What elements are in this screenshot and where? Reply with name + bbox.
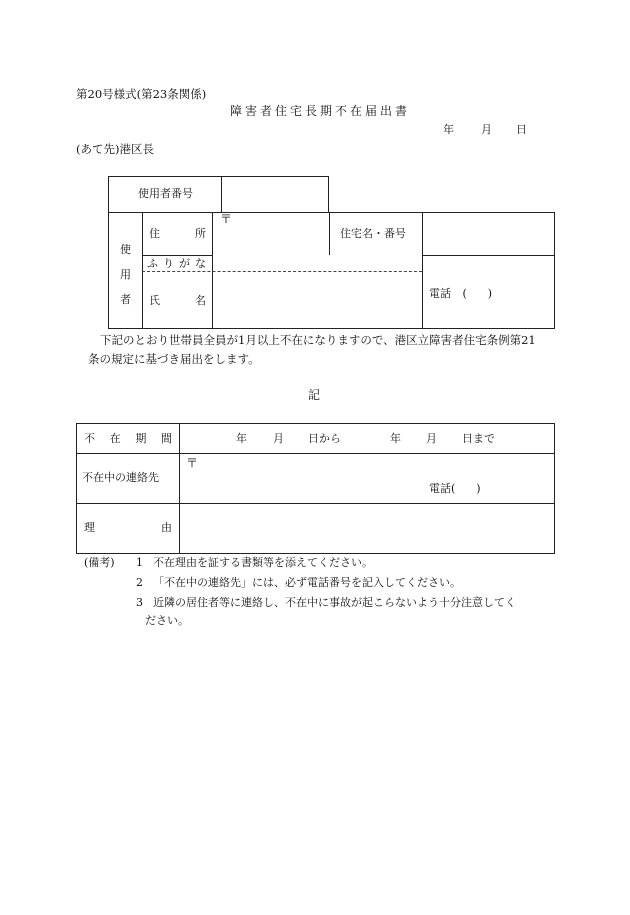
furigana-label: ふ り が な <box>147 257 206 270</box>
housing-label: 住宅名・番号 <box>340 227 406 240</box>
form-number: 第20号様式(第23条関係) <box>76 87 207 101</box>
note-item: 2 「不在中の連絡先」には、必ず電話番号を記入してください。 <box>136 576 461 589</box>
period-field[interactable] <box>181 425 553 452</box>
to-month: 月 <box>426 432 437 445</box>
period-label: 不 在 期 間 <box>84 432 172 445</box>
address-field[interactable] <box>214 214 327 254</box>
addressee: (あて先)港区長 <box>76 142 154 156</box>
page-title: 障害者住宅長期不在届出書 <box>230 104 411 118</box>
date-month: 月 <box>481 123 492 136</box>
name-label: 氏 名 <box>149 294 206 307</box>
from-year: 年 <box>236 432 247 445</box>
postal-mark: 〒 <box>220 212 233 226</box>
to-day: 日まで <box>462 432 495 445</box>
contact-phone: 電話( ) <box>429 482 481 495</box>
from-month: 月 <box>273 432 284 445</box>
notes-prefix: (備考) <box>84 556 115 569</box>
declaration-line-1: 下記のとおり世帯員全員が1月以上不在になりますので、港区立障害者住宅条例第21 <box>100 333 536 347</box>
reason-field[interactable] <box>181 505 553 552</box>
ki-heading: 記 <box>308 388 321 402</box>
address-label: 住 所 <box>149 227 206 240</box>
reason-label: 理 由 <box>84 521 172 534</box>
note-item: 1 不在理由を証する書類等を添えてください。 <box>136 556 373 569</box>
name-field[interactable] <box>214 273 420 327</box>
user-number-field[interactable] <box>223 178 327 211</box>
phone-field[interactable] <box>424 257 553 327</box>
note-item-3-continued: ださい。 <box>145 614 189 627</box>
user-number-label: 使用者番号 <box>138 187 193 200</box>
contact-label: 不在中の連絡先 <box>82 471 159 484</box>
contact-postal-mark: 〒 <box>186 456 199 470</box>
date-day: 日 <box>516 123 527 136</box>
phone-label: 電話 ( ) <box>429 287 493 300</box>
furigana-field[interactable] <box>214 257 420 270</box>
declaration-line-2: 条の規定に基づき届出をします。 <box>88 352 260 366</box>
date-year: 年 <box>443 123 454 136</box>
to-year: 年 <box>390 432 401 445</box>
user-side-label: 使 用 者 <box>120 243 131 306</box>
from-day: 日から <box>308 432 341 445</box>
housing-field[interactable] <box>424 214 553 254</box>
note-item: 3 近隣の居住者等に連絡し、不在中に事故が起こらないよう十分注意してく <box>136 596 516 609</box>
contact-field[interactable] <box>181 455 553 502</box>
